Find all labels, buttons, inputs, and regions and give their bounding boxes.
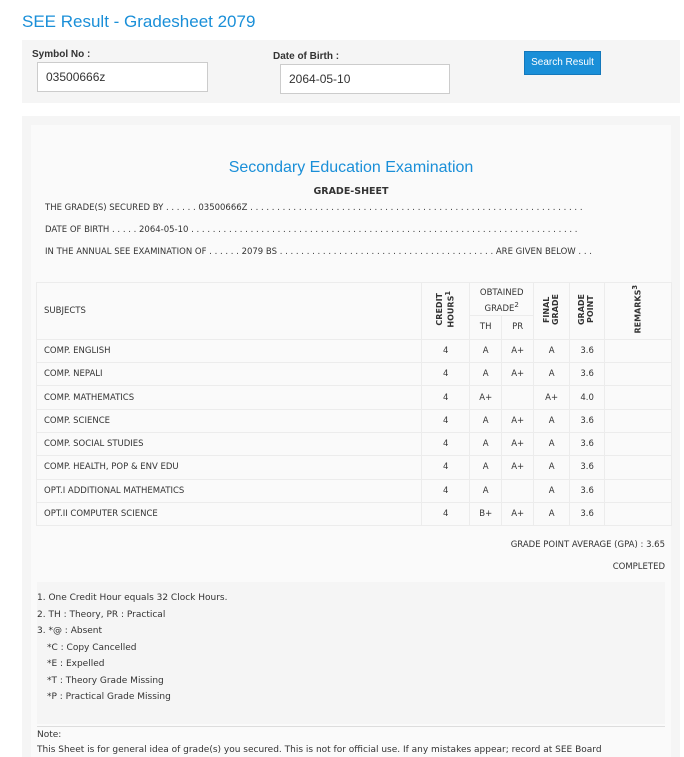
- grade-point-cell: 3.6: [570, 479, 605, 502]
- subject-cell: COMP. SOCIAL STUDIES: [37, 433, 422, 456]
- final-grade-cell: A: [534, 479, 570, 502]
- grade-point-cell: 3.6: [570, 502, 605, 525]
- page-title: SEE Result - Gradesheet 2079: [22, 12, 256, 31]
- subject-cell: OPT.II COMPUTER SCIENCE: [37, 502, 422, 525]
- table-row: [37, 502, 672, 525]
- symbol-label: Symbol No :: [32, 49, 91, 60]
- final-grade-cell: A+: [534, 386, 570, 409]
- footnote-item: *E : Expelled: [47, 659, 105, 669]
- footnote-item: 3. *@ : Absent: [37, 626, 103, 636]
- credit-cell: 4: [422, 386, 470, 409]
- credit-cell: 4: [422, 409, 470, 432]
- pr-grade-cell: A+: [502, 339, 534, 362]
- th-grade-cell: A: [470, 479, 502, 502]
- dob-input[interactable]: 2064-05-10: [280, 64, 450, 94]
- pr-grade-cell: A+: [502, 456, 534, 479]
- footnote-item: 1. One Credit Hour equals 32 Clock Hours.: [37, 593, 228, 603]
- table-row: [37, 433, 672, 456]
- subjects-header: SUBJECTS: [37, 283, 422, 340]
- grade-point-cell: 3.6: [570, 433, 605, 456]
- th-grade-cell: B+: [470, 502, 502, 525]
- footnote-item: *P : Practical Grade Missing: [47, 692, 171, 702]
- footnote-item: *T : Theory Grade Missing: [47, 675, 164, 686]
- search-panel: [22, 40, 680, 103]
- credit-cell: 4: [422, 433, 470, 456]
- pr-grade-cell: A+: [502, 409, 534, 432]
- grades-table: [36, 282, 672, 526]
- remarks-cell: [605, 433, 672, 456]
- final-grade-cell: A: [534, 456, 570, 479]
- gradesheet-title: GRADE-SHEET: [313, 186, 389, 197]
- dob-line: DATE OF BIRTH . . . . . 2064-05-10 . . . . . . . . . . . . . . . . . . . . . . . . . . . . . . . . . . . . . . . . . . . . . . . . . . . . . . . . . . . . . . . . . . . . . . . .: [45, 225, 578, 235]
- subject-cell: COMP. HEALTH, POP & ENV EDU: [37, 456, 422, 479]
- remarks-header: REMARKS$^3$: [605, 283, 672, 340]
- note-label: Note:: [37, 730, 62, 740]
- dob-label: Date of Birth :: [273, 51, 340, 62]
- gradesheet-panel: [22, 116, 680, 757]
- pr-grade-cell: [502, 479, 534, 502]
- table-row: [37, 456, 672, 479]
- credit-cell: 4: [422, 339, 470, 362]
- th-grade-cell: A: [470, 456, 502, 479]
- th-grade-cell: A: [470, 339, 502, 362]
- th-grade-cell: A+: [470, 386, 502, 409]
- note-text: This Sheet is for general idea of grade(s) you secured. This is not for official use. If any mistakes appear; record at SEE Board: [37, 745, 602, 755]
- final-grade-cell: A: [534, 409, 570, 432]
- grade-point-cell: 3.6: [570, 339, 605, 362]
- grade-point-cell: 3.6: [570, 409, 605, 432]
- table-row: [37, 339, 672, 362]
- final-grade-cell: A: [534, 433, 570, 456]
- pr-grade-cell: A+: [502, 363, 534, 386]
- grade-point-cell: 3.6: [570, 363, 605, 386]
- final-grade-cell: A: [534, 363, 570, 386]
- final-grade-cell: A: [534, 502, 570, 525]
- subject-cell: OPT.I ADDITIONAL MATHEMATICS: [37, 479, 422, 502]
- th-grade-cell: A: [470, 433, 502, 456]
- remarks-cell: [605, 409, 672, 432]
- credit-cell: 4: [422, 363, 470, 386]
- gpa-line: GRADE POINT AVERAGE (GPA) : 3.65: [510, 540, 665, 550]
- grade-point-header: GRADE POINT: [570, 283, 605, 340]
- remarks-cell: [605, 386, 672, 409]
- remarks-cell: [605, 339, 672, 362]
- footnote-item: 2. TH : Theory, PR : Practical: [37, 609, 166, 620]
- remarks-cell: [605, 502, 672, 525]
- pr-grade-cell: A+: [502, 502, 534, 525]
- th-grade-cell: A: [470, 409, 502, 432]
- table-row: [37, 363, 672, 386]
- pr-grade-cell: [502, 386, 534, 409]
- table-row: [37, 479, 672, 502]
- credit-cell: 4: [422, 456, 470, 479]
- pr-header: PR: [502, 315, 534, 339]
- credit-hours-header: CREDIT HOURS$^1$: [422, 283, 470, 340]
- final-grade-cell: A: [534, 339, 570, 362]
- exam-title: Secondary Education Examination: [228, 159, 474, 176]
- grade-point-cell: 3.6: [570, 456, 605, 479]
- remarks-cell: [605, 363, 672, 386]
- th-header: TH: [470, 315, 502, 339]
- exam-line: IN THE ANNUAL SEE EXAMINATION OF . . . . . . 2079 BS . . . . . . . . . . . . . . . . . . . . . . . . . . . . . . . . . . . . . . . . ARE GIVEN BELOW . . .: [45, 247, 592, 257]
- table-row: [37, 409, 672, 432]
- footnote-item: *C : Copy Cancelled: [47, 642, 137, 653]
- credit-cell: 4: [422, 502, 470, 525]
- note-divider: [37, 726, 665, 727]
- symbol-input[interactable]: 03500666z: [37, 62, 208, 92]
- gradesheet: [31, 125, 671, 757]
- search-result-button[interactable]: Search Result: [524, 51, 601, 75]
- obtained-grade-header: OBTAINED GRADE$^2$: [470, 283, 534, 316]
- subject-cell: COMP. MATHEMATICS: [37, 386, 422, 409]
- credit-cell: 4: [422, 479, 470, 502]
- pr-grade-cell: A+: [502, 433, 534, 456]
- grade-point-cell: 4.0: [570, 386, 605, 409]
- result-status: COMPLETED: [612, 562, 665, 572]
- th-grade-cell: A: [470, 363, 502, 386]
- footnotes: [37, 582, 665, 724]
- subject-cell: COMP. ENGLISH: [37, 339, 422, 362]
- final-grade-header: FINAL GRADE: [534, 283, 570, 340]
- remarks-cell: [605, 479, 672, 502]
- subject-cell: COMP. SCIENCE: [37, 409, 422, 432]
- table-row: [37, 386, 672, 409]
- remarks-cell: [605, 456, 672, 479]
- subject-cell: COMP. NEPALI: [37, 363, 422, 386]
- secured-by-line: THE GRADE(S) SECURED BY . . . . . . 03500666Z . . . . . . . . . . . . . . . . . . . . . . . . . . . . . . . . . . . . . . . . . . . . . . . . . . . . . . . . . . . . . .: [45, 203, 583, 213]
